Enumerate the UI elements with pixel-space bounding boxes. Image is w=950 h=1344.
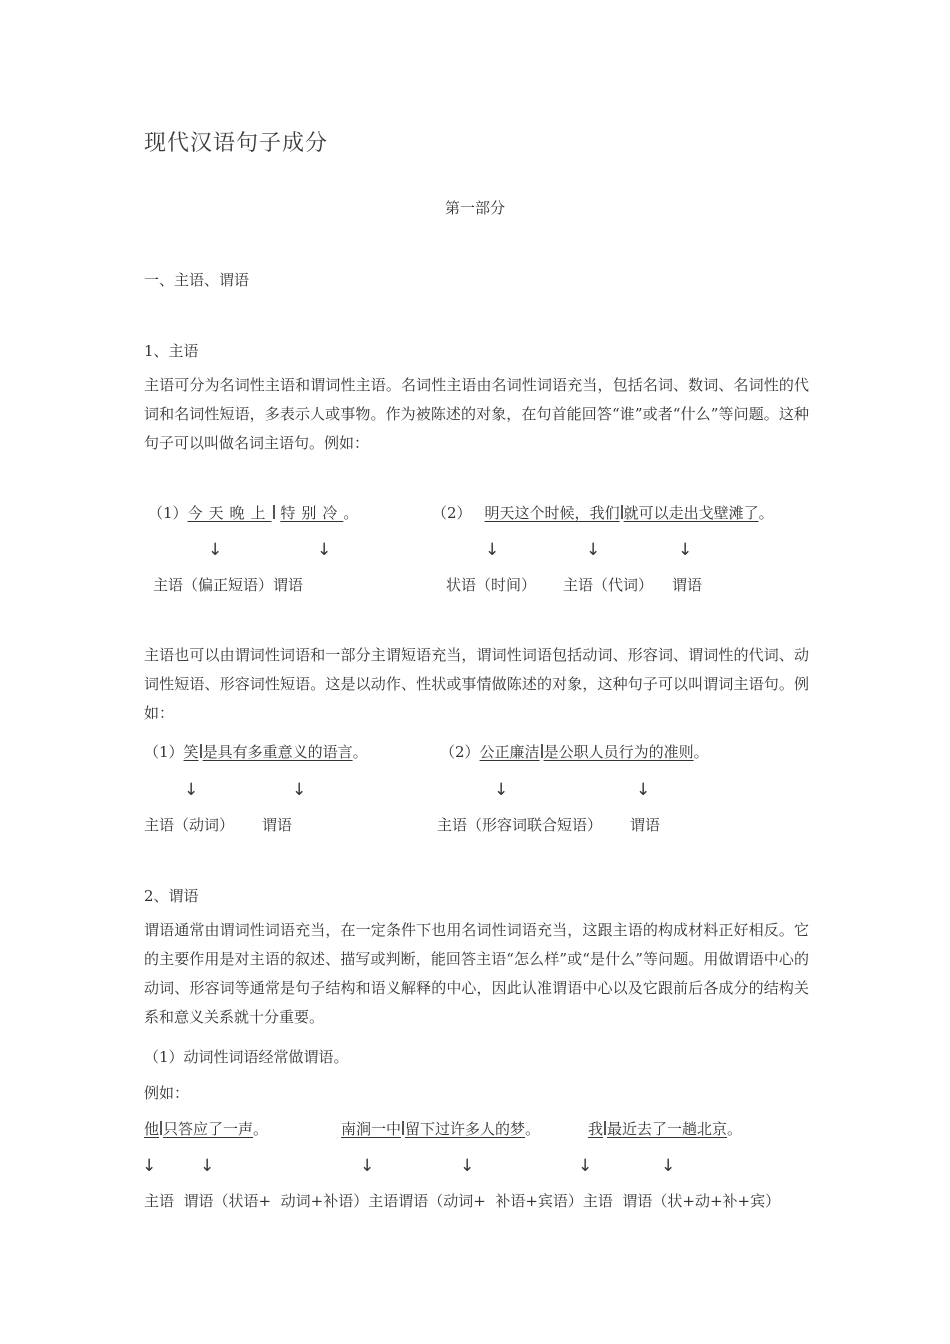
predicate-phrase: 留下过许多人的梦 — [405, 1120, 526, 1138]
divider-mark — [604, 1121, 606, 1135]
label-predicate: 谓语 — [262, 816, 293, 834]
down-arrow-icon: ↓ — [586, 540, 601, 560]
label-subject: 主语（代词） — [563, 576, 654, 594]
subject-phrase: 南涧一中 — [341, 1120, 402, 1138]
adverbial-phrase: 明天这个时候， — [484, 504, 590, 522]
down-arrow-icon: ↓ — [184, 780, 199, 800]
divider-mark — [621, 505, 623, 519]
punctuation: 。 — [352, 743, 368, 761]
example-number: （2） — [440, 743, 480, 761]
down-arrow-icon: ↓ — [678, 540, 693, 560]
predicate-phrase: 特别冷 — [280, 504, 344, 522]
down-arrow-icon: ↓ — [460, 1156, 475, 1176]
down-arrow-icon: ↓ — [636, 780, 651, 800]
example-number: （1） — [144, 743, 184, 761]
down-arrow-icon: ↓ — [661, 1156, 676, 1176]
down-arrow-icon: ↓ — [360, 1156, 375, 1176]
predicate-phrase: 是具有多重意义的语言 — [202, 743, 353, 761]
example-3-3 — [588, 1118, 742, 1139]
example-1-2 — [432, 502, 774, 523]
section-heading: 一、主语、谓语 — [144, 271, 250, 289]
down-arrow-icon: ↓ — [578, 1156, 593, 1176]
subject-phrase: 我 — [588, 1120, 604, 1138]
punctuation: 。 — [758, 504, 774, 522]
down-arrow-icon: ↓ — [208, 540, 223, 560]
label-predicate: 谓语 — [630, 816, 661, 834]
punctuation: 。 — [693, 743, 709, 761]
paragraph-subject-nominal: 主语可分为名词性主语和谓词性主语。名词性主语由名词性词语充当，包括名词、数词、名词性的代词和名词性短语，多表示人或事物。作为被陈述的对象，在句首能回答“谁”或者“什么”等问题。这种句子可以叫做名词主语句。例如： — [144, 376, 809, 452]
subsection-heading-subject: 1、主语 — [144, 342, 199, 360]
down-arrow-icon: ↓ — [200, 1156, 215, 1176]
subsection-heading-predicate: 2、谓语 — [144, 887, 199, 905]
subject-phrase: 公正廉洁 — [479, 743, 540, 761]
document-title: 现代汉语句子成分 — [144, 131, 329, 156]
label-predicate: 谓语 — [672, 576, 703, 594]
paragraph-subject-predicative: 主语也可以由谓词性词语和一部分主谓短语充当，谓词性词语包括动词、形容词、谓词性的代词、动词性短语、形容词性短语。这是以动作、性状或事情做陈述的对象，这种句子可以叫谓词主语句。例如： — [144, 646, 809, 722]
divider-mark — [273, 505, 275, 519]
example-2-2 — [440, 741, 709, 762]
label-row-example-3: 主语 谓语（状语+ 动词+补语）主语谓语（动词+ 补语+宾语）主语 谓语（状+动+补+宾） — [144, 1192, 781, 1210]
down-arrow-icon: ↓ — [142, 1156, 157, 1176]
label-subject-predicate: 主语（偏正短语）谓语 — [153, 576, 304, 594]
punctuation: 。 — [253, 1120, 269, 1138]
label-subject: 主语（形容词联合短语） — [437, 816, 603, 834]
subject-phrase: 今天晚上 — [187, 504, 272, 522]
label-subject: 主语（动词） — [144, 816, 235, 834]
punctuation: 。 — [525, 1120, 541, 1138]
punctuation: 。 — [727, 1120, 743, 1138]
example-number: （2） — [432, 504, 472, 522]
paragraph-predicate: 谓语通常由谓词性词语充当，在一定条件下也用名词性词语充当，这跟主语的构成材料正好相反。它的主要作用是对主语的叙述、描写或判断，能回答主语“怎么样”或“是什么”等问题。用做谓语中心的动词、形容词等通常是句子结构和语义解释的中心，因此认准谓语中心以及它跟前后各成分的结构关系和意义关系就十分重要。 — [144, 921, 809, 1026]
down-arrow-icon: ↓ — [485, 540, 500, 560]
subject-phrase: 我们 — [589, 504, 620, 522]
example-number: （1） — [148, 504, 188, 522]
example-3-1 — [144, 1118, 268, 1139]
part-heading: 第一部分 — [444, 199, 505, 217]
point-verbal-predicate: （1）动词性词语经常做谓语。 — [144, 1048, 349, 1066]
punctuation: 。 — [343, 504, 359, 522]
predicate-phrase: 是公职人员行为的准则 — [543, 743, 694, 761]
divider-mark — [160, 1121, 162, 1135]
divider-mark — [402, 1121, 404, 1135]
divider-mark — [200, 744, 202, 758]
predicate-phrase: 就可以走出戈壁滩了 — [623, 504, 759, 522]
example-1-1 — [148, 502, 358, 523]
subject-phrase: 他 — [144, 1120, 160, 1138]
predicate-phrase: 最近去了一趟北京 — [607, 1120, 728, 1138]
example-2-1 — [144, 741, 368, 762]
label-adverbial: 状语（时间） — [446, 576, 537, 594]
predicate-phrase: 只答应了一声 — [163, 1120, 254, 1138]
example-3-2 — [341, 1118, 540, 1139]
subject-phrase: 笑 — [183, 743, 199, 761]
example-label: 例如： — [144, 1084, 190, 1102]
down-arrow-icon: ↓ — [292, 780, 307, 800]
down-arrow-icon: ↓ — [494, 780, 509, 800]
down-arrow-icon: ↓ — [317, 540, 332, 560]
divider-mark — [541, 744, 543, 758]
